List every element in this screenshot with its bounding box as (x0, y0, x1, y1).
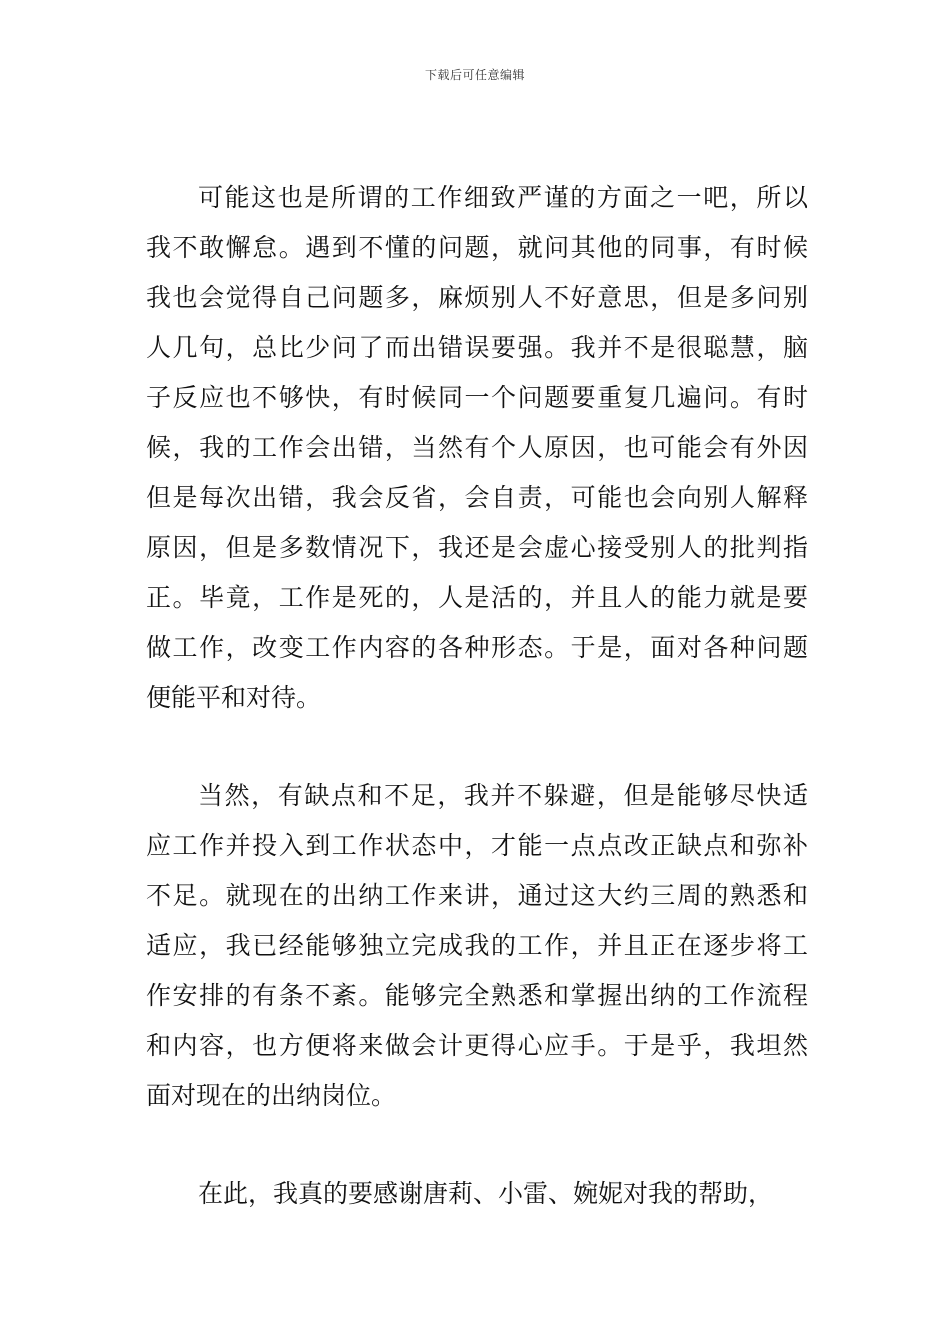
paragraph-2 (146, 771, 808, 1121)
text-line: 我不敢懈怠。遇到不懂的问题，就问其他的同事，有时候 (146, 233, 808, 262)
text-line: 我也会觉得自己问题多，麻烦别人不好意思，但是多问别 (146, 283, 808, 312)
text-line: 人几句，总比少问了而出错误要强。我并不是很聪慧，脑 (146, 333, 808, 362)
text-line: 可能这也是所谓的工作细致严谨的方面之一吧，所以 (198, 183, 808, 212)
text-line: 当然，有缺点和不足，我并不躲避，但是能够尽快适 (198, 781, 808, 810)
text-line: 便能平和对待。 (146, 683, 322, 712)
text-line: 但是每次出错，我会反省，会自责，可能也会向别人解释 (146, 483, 808, 512)
text-line: 作安排的有条不紊。能够完全熟悉和掌握出纳的工作流程 (146, 981, 808, 1010)
text-line: 候，我的工作会出错，当然有个人原因，也可能会有外因 (146, 433, 808, 462)
paragraph-3 (146, 1169, 808, 1219)
text-line: 应工作并投入到工作状态中，才能一点点改正缺点和弥补 (146, 831, 808, 860)
text-line: 面对现在的出纳岗位。 (146, 1081, 397, 1110)
text-line: 和内容，也方便将来做会计更得心应手。于是乎，我坦然 (146, 1031, 808, 1060)
text-line: 做工作，改变工作内容的各种形态。于是，面对各种问题 (146, 633, 808, 662)
text-line: 原因，但是多数情况下，我还是会虚心接受别人的批判指 (146, 533, 808, 562)
page-header-note: 下载后可任意编辑 (424, 68, 525, 82)
text-line: 正。毕竟，工作是死的，人是活的，并且人的能力就是要 (146, 583, 808, 612)
text-line: 适应，我已经能够独立完成我的工作，并且正在逐步将工 (146, 931, 808, 960)
paragraph-1 (146, 173, 808, 723)
text-line: 在此，我真的要感谢唐莉、小雷、婉妮对我的帮助， (198, 1179, 774, 1208)
text-line: 不足。就现在的出纳工作来讲，通过这大约三周的熟悉和 (146, 881, 808, 910)
text-line: 子反应也不够快，有时候同一个问题要重复几遍问。有时 (146, 383, 808, 412)
